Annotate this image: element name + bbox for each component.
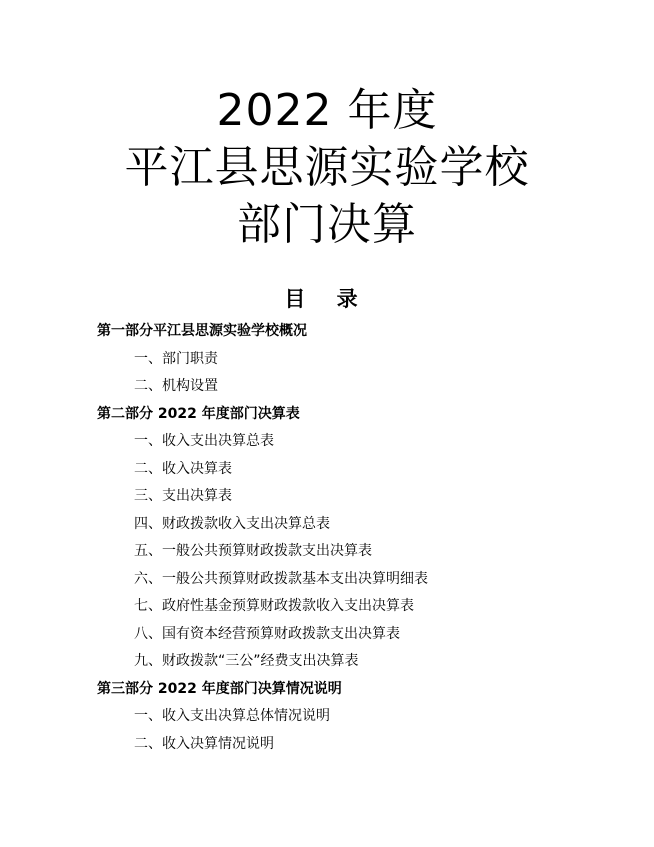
toc-item: 八、国有资本经营预算财政拨款支出决算表 [134, 625, 400, 642]
toc-item: 四、财政拨款收入支出决算总表 [134, 515, 330, 532]
toc-item: 七、政府性基金预算财政拨款收入支出决算表 [134, 598, 414, 614]
toc-item: 六、一般公共预算财政拨款基本支出决算明细表 [134, 570, 428, 587]
toc-item: 三、支出决算表 [134, 488, 232, 504]
toc-item: 二、机构设置 [134, 378, 218, 394]
title-year: 2022 年度 [216, 85, 438, 136]
toc-item: 五、一般公共预算财政拨款支出决算表 [134, 543, 372, 559]
title-report-name: 部门决算 [237, 199, 417, 250]
table-of-contents [97, 318, 617, 758]
title-organization: 平江县思源实验学校 [124, 142, 530, 193]
toc-item: 一、收入支出决算总表 [134, 433, 274, 449]
toc-item: 二、收入决算情况说明 [134, 735, 274, 752]
toc-heading: 目 录 [284, 287, 370, 311]
toc-item: 九、财政拨款“三公”经费支出决算表 [134, 653, 359, 669]
toc-item: 一、部门职责 [134, 350, 218, 367]
toc-item: 二、收入决算表 [134, 460, 232, 477]
document-title [0, 82, 654, 253]
toc-part-3: 第三部分 2022 年度部门决算情况说明 [97, 680, 342, 697]
toc-item: 一、收入支出决算总体情况说明 [134, 708, 330, 724]
toc-part-1: 第一部分平江县思源实验学校概况 [97, 323, 307, 339]
toc-part-2: 第二部分 2022 年度部门决算表 [97, 405, 300, 422]
